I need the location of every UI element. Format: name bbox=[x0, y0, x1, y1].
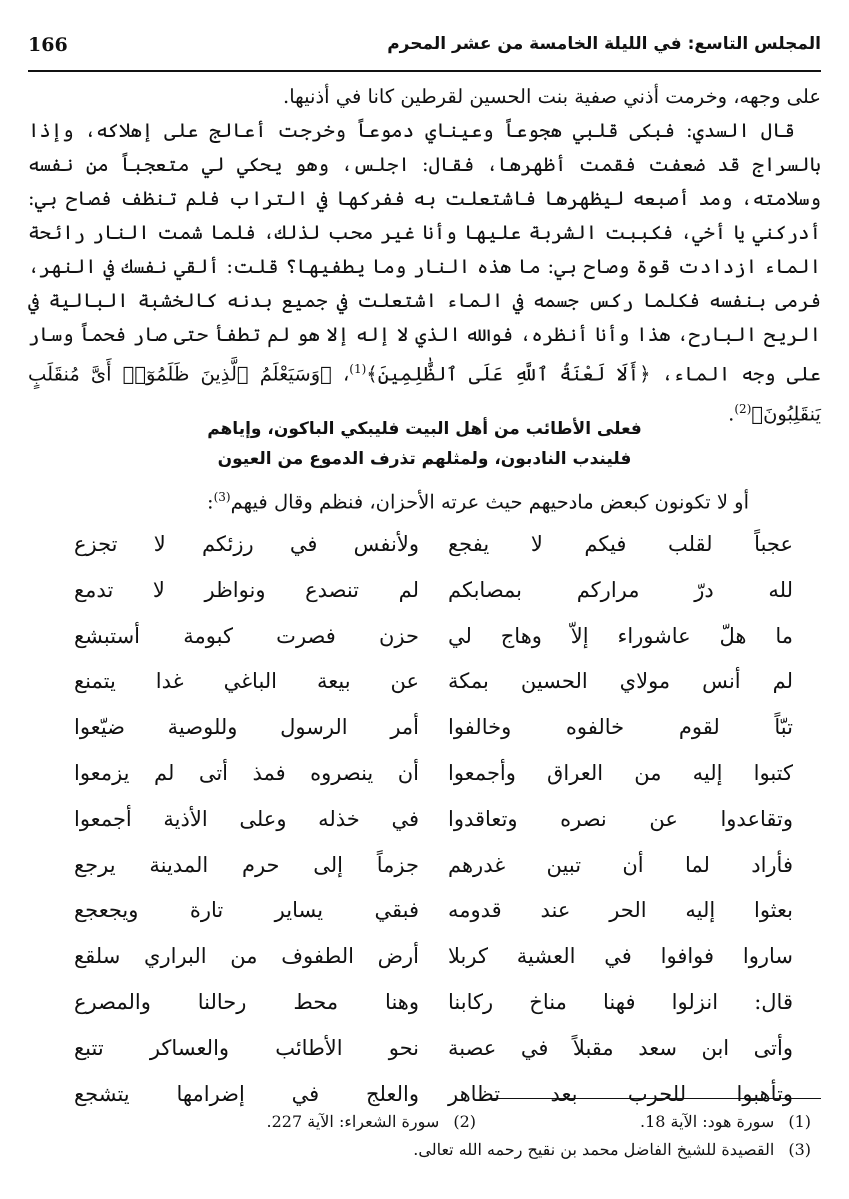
poem-line bbox=[28, 709, 821, 755]
page-number: 166 bbox=[28, 34, 68, 56]
second-hemistich: أمر الرسول وللوصية ضيّعوا bbox=[74, 715, 419, 740]
running-header bbox=[28, 30, 821, 72]
quran-verse: ﴿وَسَيَعْلَمُ ٱلَّذِينَ ظَلَمُوٓا۟ أَىَّ مُنقَلَبٍ يَنقَلِبُونَ﴾ bbox=[28, 362, 821, 425]
sentence-end: . bbox=[728, 402, 735, 425]
second-hemistich: والعلج في إضرامها يتشجع bbox=[74, 1081, 419, 1106]
first-hemistich: كتبوا إليه من العراق وأجمعوا bbox=[448, 760, 793, 785]
footnote bbox=[413, 1136, 811, 1164]
second-hemistich: في خذله وعلى الأذية أجمعوا bbox=[74, 806, 419, 831]
lead-verse bbox=[28, 414, 821, 474]
footnote-number: (2) bbox=[453, 1112, 476, 1131]
second-hemistich: حزن فصرت كبومة أستبشع bbox=[74, 623, 419, 648]
second-hemistich: لم تنصدع ونواظر لا تدمع bbox=[74, 577, 419, 602]
poem-line bbox=[28, 526, 821, 572]
lead-verse-line: فليندب النادبون، ولمثلهم تذرف الدموع من العيون bbox=[217, 449, 632, 469]
first-hemistich: فأراد لما أن تبين غدرهم bbox=[448, 852, 793, 877]
poem-line bbox=[28, 755, 821, 801]
poem-line bbox=[28, 1030, 821, 1076]
second-hemistich: عن بيعة الباغي غدا يتمنع bbox=[74, 669, 419, 694]
paragraph bbox=[28, 114, 821, 431]
lead-verse-line: فعلى الأطائب من أهل البيت فليبكي الباكون، وإياهم bbox=[207, 419, 642, 439]
main-text bbox=[28, 80, 821, 431]
footnote-number: (3) bbox=[788, 1140, 811, 1159]
footnote-ref: (3) bbox=[213, 490, 231, 504]
footnote-text: القصيدة للشيخ الفاضل محمد بن نقيح رحمه الله تعالى. bbox=[413, 1140, 775, 1159]
first-hemistich: عجباً لقلب فيكم لا يفجع bbox=[448, 532, 793, 556]
poem-line bbox=[28, 572, 821, 618]
poem-line bbox=[28, 801, 821, 847]
footnote-row bbox=[28, 1108, 821, 1136]
poem-line bbox=[28, 984, 821, 1030]
poem bbox=[28, 526, 821, 1121]
footnote-number: (1) bbox=[788, 1112, 811, 1131]
first-hemistich: لله درّ مراركم بمصابكم bbox=[448, 577, 793, 602]
first-hemistich: وأتى ابن سعد مقبلاً في عصبة bbox=[448, 1035, 793, 1060]
second-hemistich: أن ينصروه فمذ أتى لم يزمعوا bbox=[74, 760, 419, 785]
footnote-row bbox=[28, 1136, 821, 1164]
poem-line bbox=[28, 938, 821, 984]
first-hemistich: قال: انزلوا فهنا مناخ ركابنا bbox=[448, 989, 793, 1014]
poem-line bbox=[28, 847, 821, 893]
second-hemistich: فبقي يساير تارة ويجعجع bbox=[74, 898, 419, 923]
first-hemistich: لم أنس مولاي الحسين بمكة bbox=[448, 669, 793, 694]
quran-verse: ﴿أَلَا لَعْنَةُ ٱللَّهِ عَلَى ٱلظَّٰلِمِينَ﴾ bbox=[366, 362, 651, 386]
poem-intro-end: : bbox=[206, 490, 214, 514]
first-hemistich: ساروا فوافوا في العشية كربلا bbox=[448, 944, 793, 969]
footnote-divider bbox=[491, 1098, 821, 1099]
footnote-ref: (1) bbox=[349, 362, 367, 376]
first-hemistich: وتقاعدوا عن نصره وتعاقدوا bbox=[448, 806, 793, 831]
first-hemistich: وتأهبوا للحرب بعد تظاهر bbox=[448, 1081, 793, 1106]
poem-line bbox=[28, 618, 821, 664]
footnote bbox=[267, 1108, 476, 1136]
first-hemistich: بعثوا إليه الحر عند قدومه bbox=[448, 898, 793, 923]
poem-intro-text: أو لا تكونون كبعض مادحيهم حيث عرته الأحزان، فنظم وقال فيهم bbox=[230, 490, 749, 514]
chapter-title: المجلس التاسع: في الليلة الخامسة من عشر المحرم bbox=[387, 34, 821, 54]
poem-intro bbox=[28, 480, 821, 520]
second-hemistich: وهنا محط رحالنا والمصرع bbox=[74, 989, 419, 1014]
footnote-text: سورة الشعراء: الآية 227. bbox=[266, 1112, 440, 1131]
poem-line bbox=[28, 663, 821, 709]
paragraph: على وجهه، وخرمت أذني صفية بنت الحسين لقرطين كانا في أذنيها. bbox=[283, 85, 821, 108]
second-hemistich: أرض الطفوف من البراري سلقع bbox=[74, 944, 419, 969]
second-hemistich: نحو الأطائب والعساكر تتبع bbox=[74, 1035, 419, 1060]
second-hemistich: ولأنفس في رزئكم لا تجزع bbox=[74, 532, 419, 556]
first-hemistich: تبّاً لقوم خالفوه وخالفوا bbox=[448, 715, 793, 740]
separator: ، bbox=[331, 362, 350, 386]
paragraph-text: قال السدي: فبكى قلبي هجوعاً وعيناي دموعاً وخرجت أعالج على إهلاكه، وإذا بالسراج قد ضعفت فقمت أظهرها، فقال: اجلس، وهو يحكي لي متعجباً من نفسه وسلامته، ومد أصبعه ليظهرها فاشتعلت به ففركها في التراب فلم تنظف فصاح بي: أدركني يا أخي، فكببت الشربة عليها وأنا غير محب لذلك، فلما شمت النار رائحة الماء ازدادت قوة وصاح بي: ما هذه النار وما يطفيها؟ قلت: ألقي نفسك في النهر، فرمى بنفسه فكلما ركس جسمه في الماء اشتعلت في جميع بدنه كالخشبة البالية في الريح البارح، هذا وأنا أنظره، فوالله الذي لا إله إلا هو لم تطفأ حتى صار فحماً وسار على وجه الماء، bbox=[28, 119, 821, 386]
footnote-text: سورة هود: الآية 18. bbox=[640, 1112, 775, 1131]
first-hemistich: ما هلّ عاشوراء إلاّ وهاج لي bbox=[448, 623, 793, 648]
footnote bbox=[640, 1108, 811, 1136]
footnote-ref: (2) bbox=[734, 401, 752, 416]
footnotes bbox=[28, 1108, 821, 1164]
poem-line bbox=[28, 892, 821, 938]
second-hemistich: جزماً إلى حرم المدينة يرجع bbox=[74, 852, 419, 877]
